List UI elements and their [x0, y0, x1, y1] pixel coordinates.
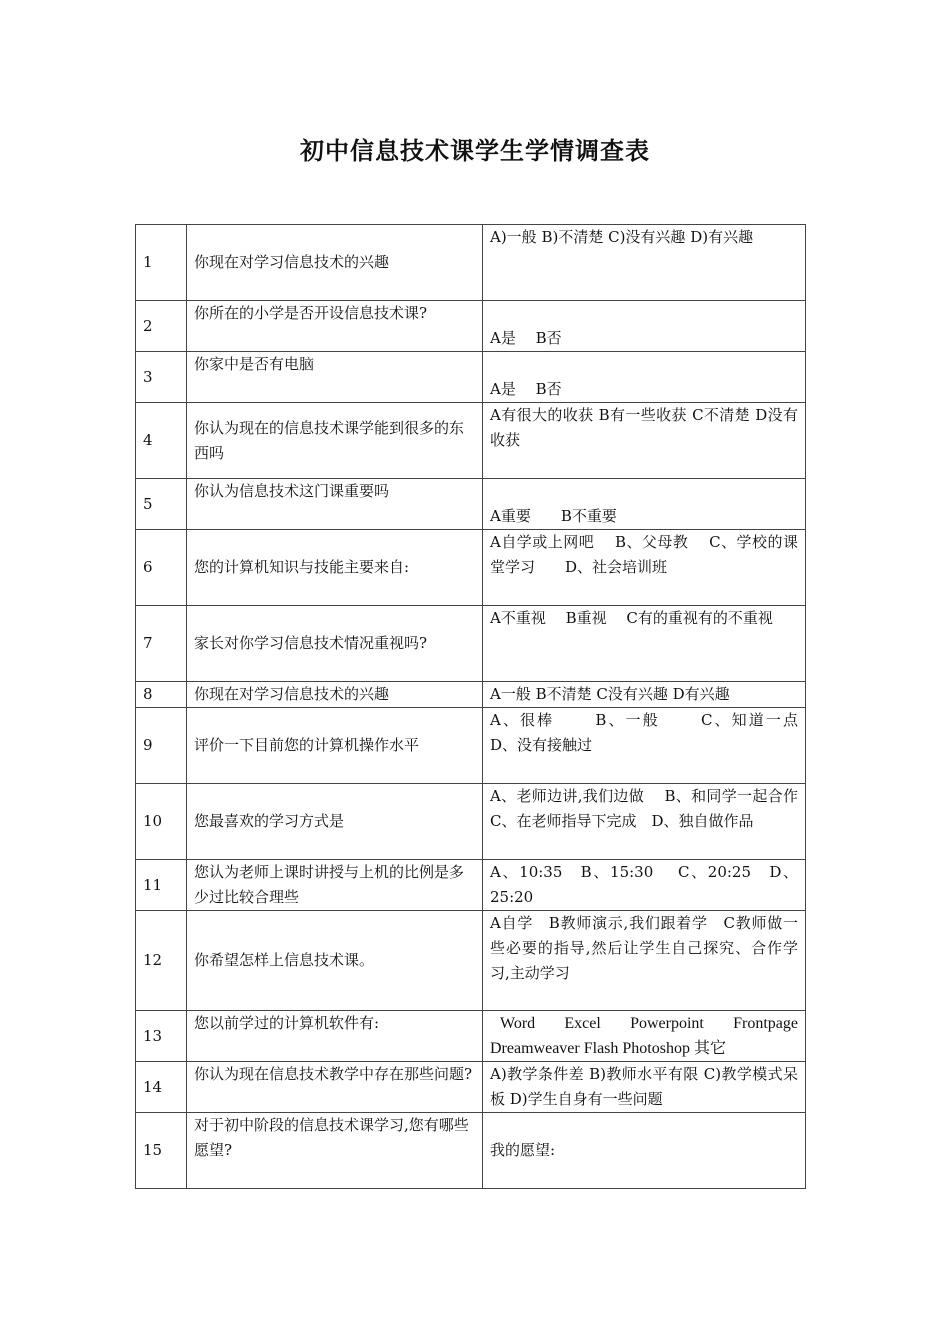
software-list-line — [490, 1011, 798, 1036]
table-row — [136, 606, 806, 682]
row-number: 11 — [136, 860, 187, 911]
question-cell: 对于初中阶段的信息技术课学习,您有哪些愿望? — [187, 1113, 483, 1189]
row-number: 15 — [136, 1113, 187, 1189]
row-number: 1 — [136, 225, 187, 301]
question-cell: 你认为现在信息技术教学中存在那些问题? — [187, 1062, 483, 1113]
table-row — [136, 352, 806, 403]
row-number: 3 — [136, 352, 187, 403]
table-row — [136, 682, 806, 708]
software-item: Word — [500, 1015, 536, 1032]
row-number: 14 — [136, 1062, 187, 1113]
options-cell: A自学或上网吧 B、父母教 C、学校的课堂学习 D、社会培训班 — [483, 530, 806, 606]
row-number: 5 — [136, 479, 187, 530]
row-number: 8 — [136, 682, 187, 708]
table-row — [136, 403, 806, 479]
question-cell: 你认为现在的信息技术课学能到很多的东西吗 — [187, 403, 483, 479]
question-cell: 你认为信息技术这门课重要吗 — [187, 479, 483, 530]
software-item: Frontpage — [733, 1015, 798, 1032]
options-cell: A一般 B不清楚 C没有兴趣 D有兴趣 — [483, 682, 806, 708]
question-cell: 你所在的小学是否开设信息技术课? — [187, 301, 483, 352]
survey-table — [135, 224, 814, 1189]
table-row — [136, 784, 806, 860]
options-cell: A自学 B教师演示,我们跟着学 C教师做一些必要的指导,然后让学生自己探究、合作学习,主动学习 — [483, 911, 806, 1011]
software-item: Powerpoint — [630, 1015, 704, 1032]
row-number: 13 — [136, 1011, 187, 1062]
question-cell: 评价一下目前您的计算机操作水平 — [187, 708, 483, 784]
question-cell: 你现在对学习信息技术的兴趣 — [187, 225, 483, 301]
question-cell: 家长对你学习信息技术情况重视吗? — [187, 606, 483, 682]
options-cell: A、10:35 B、15:30 C、20:25 D、25:20 — [483, 860, 806, 911]
table-row — [136, 225, 806, 301]
table-row — [136, 479, 806, 530]
row-number: 6 — [136, 530, 187, 606]
software-list-line: Dreamweaver Flash Photoshop 其它 — [490, 1040, 726, 1057]
options-cell: A有很大的收获 B有一些收获 C不清楚 D没有收获 — [483, 403, 806, 479]
options-cell: A重要 B不重要 — [483, 479, 806, 530]
options-cell: A、很棒 B、一般 C、知道一点 D、没有接触过 — [483, 708, 806, 784]
question-cell: 您的计算机知识与技能主要来自: — [187, 530, 483, 606]
row-number: 9 — [136, 708, 187, 784]
options-cell: A)教学条件差 B)教师水平有限 C)教学模式呆板 D)学生自身有一些问题 — [483, 1062, 806, 1113]
question-cell: 您认为老师上课时讲授与上机的比例是多少过比较合理些 — [187, 860, 483, 911]
table-row — [136, 911, 806, 1011]
options-cell: 我的愿望: — [483, 1113, 806, 1189]
row-number: 10 — [136, 784, 187, 860]
question-cell: 你家中是否有电脑 — [187, 352, 483, 403]
page-title: 初中信息技术课学生学情调查表 — [300, 136, 650, 165]
options-cell: A)一般 B)不清楚 C)没有兴趣 D)有兴趣 — [483, 225, 806, 301]
question-cell: 您最喜欢的学习方式是 — [187, 784, 483, 860]
options-cell: A、老师边讲,我们边做 B、和同学一起合作 C、在老师指导下完成 D、独自做作品 — [483, 784, 806, 860]
row-number: 7 — [136, 606, 187, 682]
options-cell: A是 B否 — [483, 352, 806, 403]
table-row — [136, 530, 806, 606]
question-cell: 你希望怎样上信息技术课。 — [187, 911, 483, 1011]
options-cell: A不重视 B重视 C有的重视有的不重视 — [483, 606, 806, 682]
row-number: 4 — [136, 403, 187, 479]
table-row — [136, 1011, 806, 1062]
table-row — [136, 1113, 806, 1189]
table-row — [136, 860, 806, 911]
options-cell: A是 B否 — [483, 301, 806, 352]
options-cell — [483, 1011, 806, 1062]
row-number: 2 — [136, 301, 187, 352]
table-row — [136, 301, 806, 352]
software-item: Excel — [564, 1015, 601, 1032]
row-number: 12 — [136, 911, 187, 1011]
question-cell: 您以前学过的计算机软件有: — [187, 1011, 483, 1062]
question-cell: 你现在对学习信息技术的兴趣 — [187, 682, 483, 708]
table-row — [136, 708, 806, 784]
table-row — [136, 1062, 806, 1113]
